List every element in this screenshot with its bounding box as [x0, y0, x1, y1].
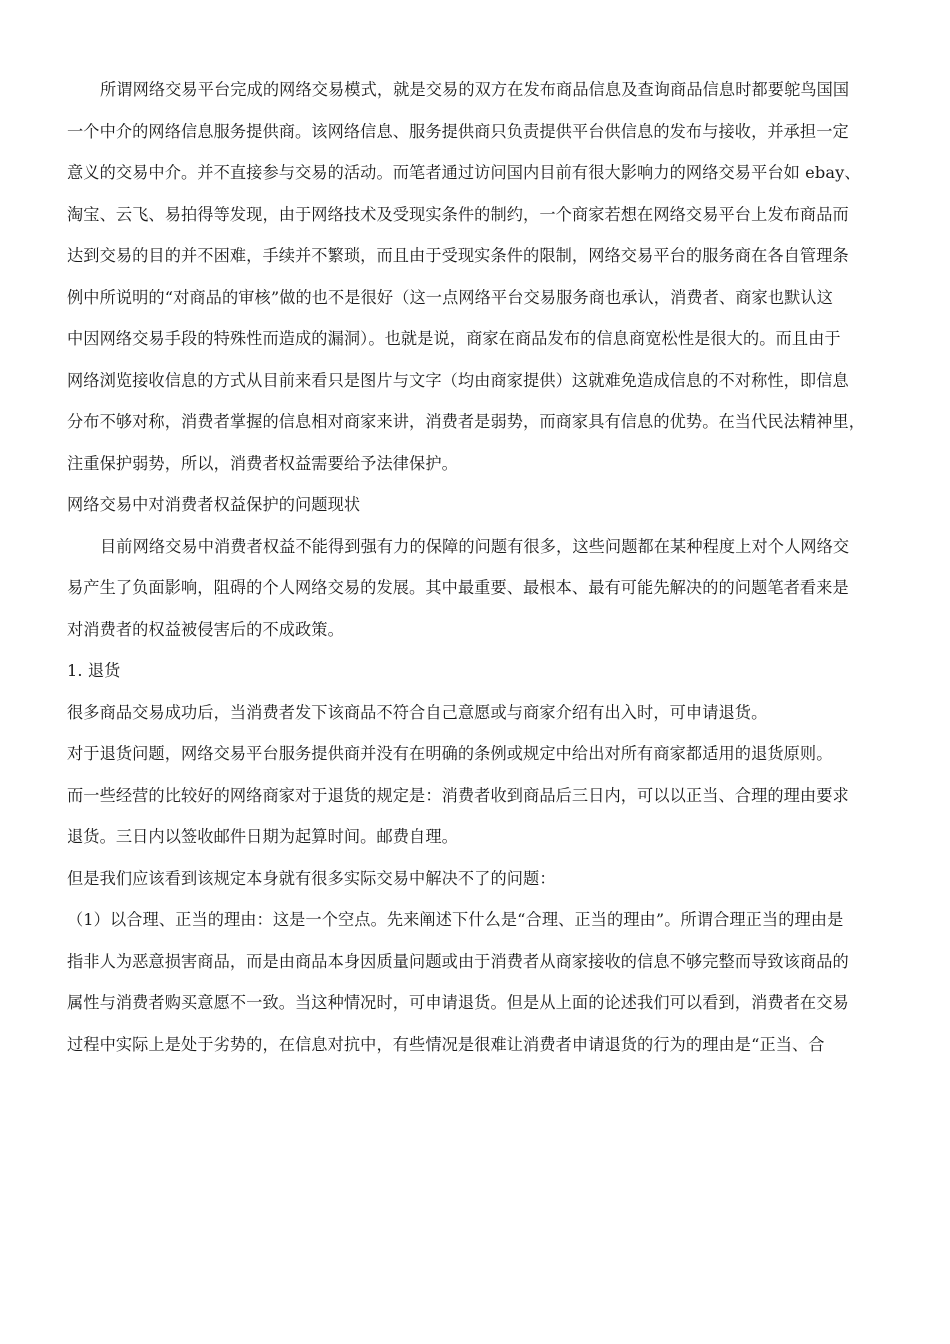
paragraph-line: 退货。三日内以签收邮件日期为起算时间。邮费自理。: [67, 827, 458, 846]
paragraph-line: 对于退货问题，网络交易平台服务提供商并没有在明确的条例或规定中给出对所有商家都适用的退货原则。: [67, 744, 833, 763]
paragraph-line: 所谓网络交易平台完成的网络交易模式，就是交易的双方在发布商品信息及查询商品信息时都要鸵鸟国国: [100, 80, 850, 99]
paragraph-line: 易产生了负面影响，阻碍的个人网络交易的发展。其中最重要、最根本、最有可能先解决的的问题笔者看来是: [67, 578, 849, 597]
paragraph-line: 过程中实际上是处于劣势的，在信息对抗中，有些情况是很难让消费者申请退货的行为的理由是“正当、合: [67, 1034, 825, 1054]
document-body: [67, 76, 887, 1072]
paragraph-line: 指非人为恶意损害商品，而是由商品本身因质量问题或由于消费者从商家接收的信息不够完整而导致该商品的: [67, 951, 849, 971]
paragraph-line: 很多商品交易成功后，当消费者发下该商品不符合自己意愿或与商家介绍有出入时，可申请退货。: [67, 702, 768, 722]
paragraph-line: 属性与消费者购买意愿不一致。当这种情况时，可申请退货。但是从上面的论述我们可以看到，消费者在交易: [67, 993, 849, 1012]
paragraph-line: （1）以合理、正当的理由：这是一个空点。先来阐述下什么是“合理、正当的理由”。所谓合理正当的理由是: [67, 910, 844, 929]
paragraph-line: 一个中介的网络信息服务提供商。该网络信息、服务提供商只负责提供平台供信息的发布与接收，并承担一定: [67, 121, 849, 141]
paragraph-line: 网络浏览接收信息的方式从目前来看只是图片与文字（均由商家提供）这就难免造成信息的不对称性，即信息: [67, 370, 849, 390]
section-heading: 网络交易中对消费者权益保护的问题现状: [67, 495, 361, 514]
paragraph-line: 分布不够对称，消费者掌握的信息相对商家来讲，消费者是弱势，而商家具有信息的优势。在当代民法精神里，: [67, 412, 866, 431]
paragraph-line: 意义的交易中介。并不直接参与交易的活动。而笔者通过访问国内目前有很大影响力的网络交易平台如 ebay、: [67, 163, 861, 182]
paragraph-line: 但是我们应该看到该规定本身就有很多实际交易中解决不了的问题：: [67, 868, 556, 888]
paragraph-line: 注重保护弱势，所以，消费者权益需要给予法律保护。: [67, 453, 458, 473]
paragraph-line: 淘宝、云飞、易拍得等发现，由于网络技术及受现实条件的制约，一个商家若想在网络交易平台上发布商品而: [67, 204, 849, 224]
paragraph-line: 例中所说明的“对商品的审核”做的也不是很好（这一点网络平台交易服务商也承认，消费者、商家也默认这: [67, 287, 833, 307]
paragraph-line: 目前网络交易中消费者权益不能得到强有力的保障的问题有很多，这些问题都在某种程度上对个人网络交: [100, 536, 850, 556]
paragraph-line: 中因网络交易手段的特殊性而造成的漏洞）。也就是说，商家在商品发布的信息商宽松性是很大的。而且由于: [67, 329, 841, 348]
paragraph-line: 而一些经营的比较好的网络商家对于退货的规定是：消费者收到商品后三日内，可以以正当、合理的理由要求: [67, 785, 849, 805]
paragraph-line: 达到交易的目的并不困难，手续并不繁琐，而且由于受现实条件的限制，网络交易平台的服务商在各自管理条: [67, 246, 849, 265]
numbered-heading: 1. 退货: [67, 661, 121, 680]
paragraph-line: 对消费者的权益被侵害后的不成政策。: [67, 619, 344, 639]
